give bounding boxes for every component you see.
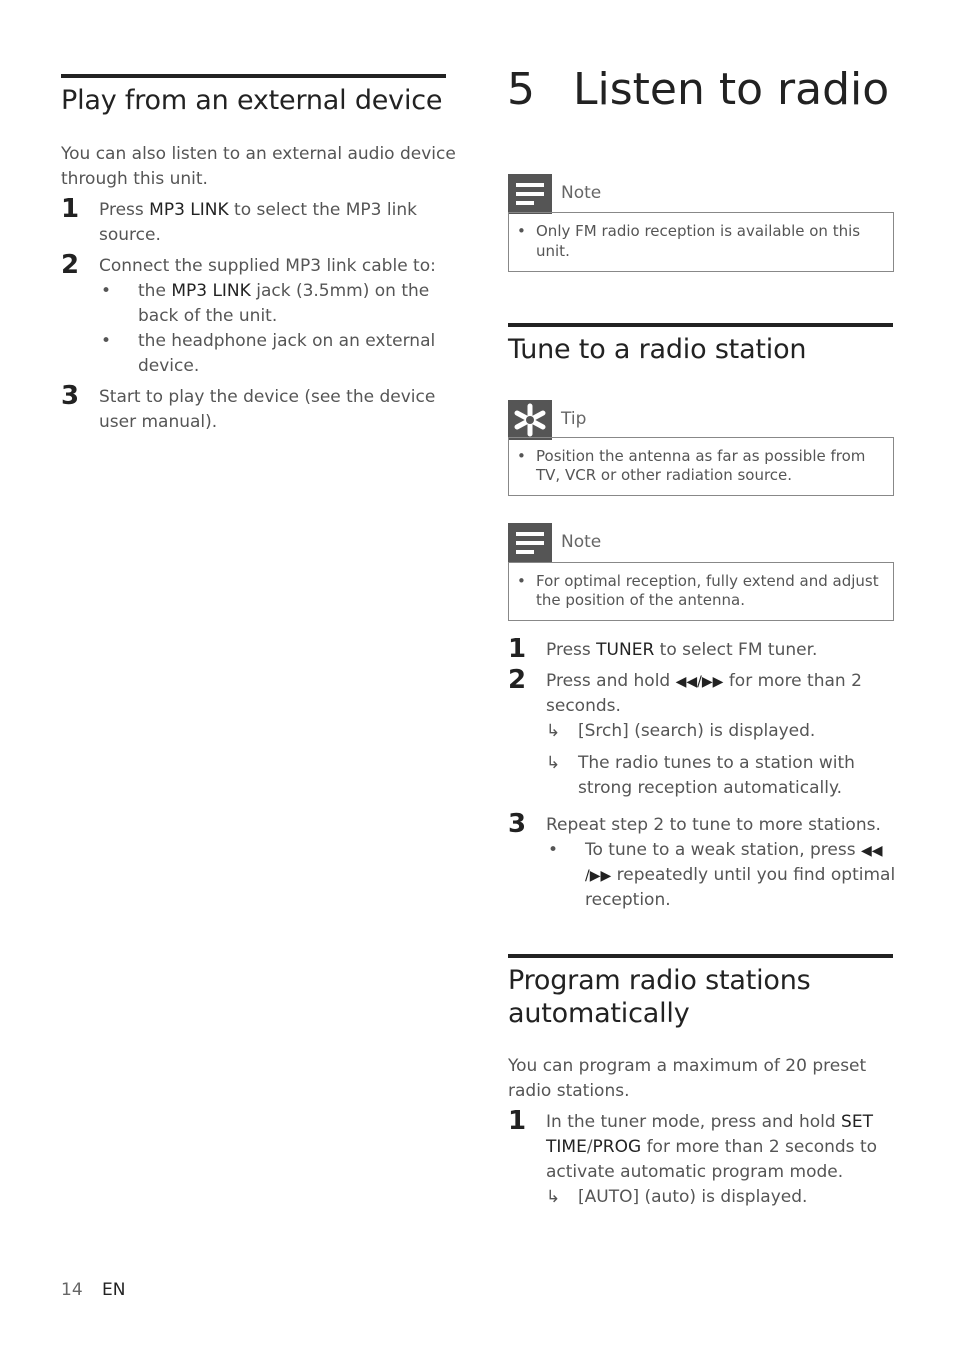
tune-step1-key: TUNER — [596, 640, 655, 660]
right-step-number: 2 — [508, 665, 527, 695]
tune-result2-line1: The radio tunes to a station with — [578, 753, 855, 773]
chapter-title-text: Listen to radio — [573, 64, 890, 115]
tune-step1-post: to select FM tuner. — [654, 640, 818, 660]
tune-step1-pre: Press — [546, 640, 597, 660]
tip-line2: TV, VCR or other radiation source. — [536, 466, 793, 484]
left-intro-line2: through this unit. — [61, 169, 208, 189]
tune-step2-pre: Press and hold — [546, 671, 676, 691]
left-step2-text: Connect the supplied MP3 link cable to: — [99, 256, 436, 276]
program-step-pre: In the tuner mode, press and hold — [546, 1112, 842, 1132]
section1-heading: Tune to a radio station — [508, 334, 807, 365]
program-step-line1 — [546, 1110, 873, 1135]
program-step-key2: TIME — [546, 1137, 587, 1157]
note2-line1: For optimal reception, fully extend and adjust — [536, 572, 879, 590]
left-bullet1-pre: the — [138, 281, 172, 301]
program-step-key3: PROG — [592, 1137, 642, 1157]
next-icon: /▶▶ — [585, 868, 612, 884]
left-step-number: 2 — [61, 250, 80, 280]
section2-heading-line1: Program radio stations — [508, 965, 811, 996]
tip-label: Tip — [561, 409, 587, 429]
result-arrow-icon: ↳ — [546, 721, 561, 741]
left-heading-rule — [61, 74, 446, 78]
tune-result1: [Srch] (search) is displayed. — [578, 721, 816, 741]
left-step-number: 3 — [61, 381, 80, 411]
left-heading: Play from an external device — [61, 85, 443, 116]
prev-next-icon: ◀◀/▶▶ — [675, 674, 724, 690]
note2-line2: the position of the antenna. — [536, 591, 745, 609]
left-step1-line1 — [99, 198, 417, 223]
tune-step1 — [546, 638, 817, 663]
result-arrow-icon: ↳ — [546, 753, 561, 773]
note-icon — [508, 174, 552, 214]
result-arrow-icon: ↳ — [546, 1187, 561, 1207]
section2-intro-line2: radio stations. — [508, 1081, 630, 1101]
left-bullet1-key: MP3 LINK — [171, 281, 251, 301]
language-code: EN — [102, 1280, 126, 1300]
section1-rule — [508, 323, 893, 327]
left-bullet2-line2: device. — [138, 356, 200, 376]
note-label: Note — [561, 183, 602, 203]
program-result: [AUTO] (auto) is displayed. — [578, 1187, 808, 1207]
tune-bullet-pre: To tune to a weak station, press — [585, 840, 861, 860]
bullet-icon: • — [517, 447, 526, 465]
left-step-number: 1 — [61, 194, 80, 224]
bullet-icon: • — [517, 572, 526, 590]
chapter-number: 5 — [507, 64, 535, 115]
left-step1-post: to select the MP3 link — [228, 200, 417, 220]
tune-bullet-line1 — [585, 838, 883, 864]
tip-icon — [508, 400, 552, 440]
tip-line1: Position the antenna as far as possible from — [536, 447, 866, 465]
program-step-sep: / — [586, 1137, 593, 1157]
program-step-line2 — [546, 1135, 877, 1160]
tune-bullet-line2 — [585, 863, 895, 889]
note-label: Note — [561, 532, 602, 552]
chapter-title — [507, 64, 889, 115]
page-number: 14 — [61, 1280, 83, 1300]
tune-bullet-post: repeatedly until you find optimal — [611, 865, 896, 885]
asterisk-icon — [508, 400, 552, 440]
left-step1-pre: Press — [99, 200, 150, 220]
program-step-key1: SET — [841, 1112, 873, 1132]
left-step3-line1: Start to play the device (see the device — [99, 387, 436, 407]
bullet-icon: • — [101, 281, 112, 301]
prev-icon: ◀◀ — [861, 843, 883, 859]
note1-line1: Only FM radio reception is available on this — [536, 222, 861, 240]
program-step-line3: activate automatic program mode. — [546, 1162, 844, 1182]
note1-line2: unit. — [536, 242, 570, 260]
tune-step2-line1 — [546, 669, 862, 695]
right-step-number: 1 — [508, 634, 527, 664]
program-step-post: for more than 2 seconds to — [641, 1137, 878, 1157]
left-bullet2-line1: the headphone jack on an external — [138, 331, 436, 351]
right-step-number: 3 — [508, 809, 527, 839]
left-intro-line1: You can also listen to an external audio device — [61, 144, 456, 164]
section2-rule — [508, 954, 893, 958]
right-step-number: 1 — [508, 1106, 527, 1136]
left-bullet1-post: jack (3.5mm) on the — [250, 281, 430, 301]
tune-step3: Repeat step 2 to tune to more stations. — [546, 815, 881, 835]
note-icon — [508, 523, 552, 563]
section2-intro-line1: You can program a maximum of 20 preset — [508, 1056, 867, 1076]
left-bullet1-line1 — [138, 279, 429, 304]
tune-step2-post: for more than 2 — [723, 671, 862, 691]
left-step1-key: MP3 LINK — [149, 200, 229, 220]
tune-bullet-line3: reception. — [585, 890, 671, 910]
left-step3-line2: user manual). — [99, 412, 218, 432]
bullet-icon: • — [101, 331, 112, 351]
bullet-icon: • — [517, 222, 526, 240]
bullet-icon: • — [548, 840, 559, 860]
left-bullet1-line2: back of the unit. — [138, 306, 278, 326]
tune-step2-line2: seconds. — [546, 696, 621, 716]
left-step1-line2: source. — [99, 225, 161, 245]
section2-heading-line2: automatically — [508, 998, 690, 1029]
tune-result2-line2: strong reception automatically. — [578, 778, 843, 798]
